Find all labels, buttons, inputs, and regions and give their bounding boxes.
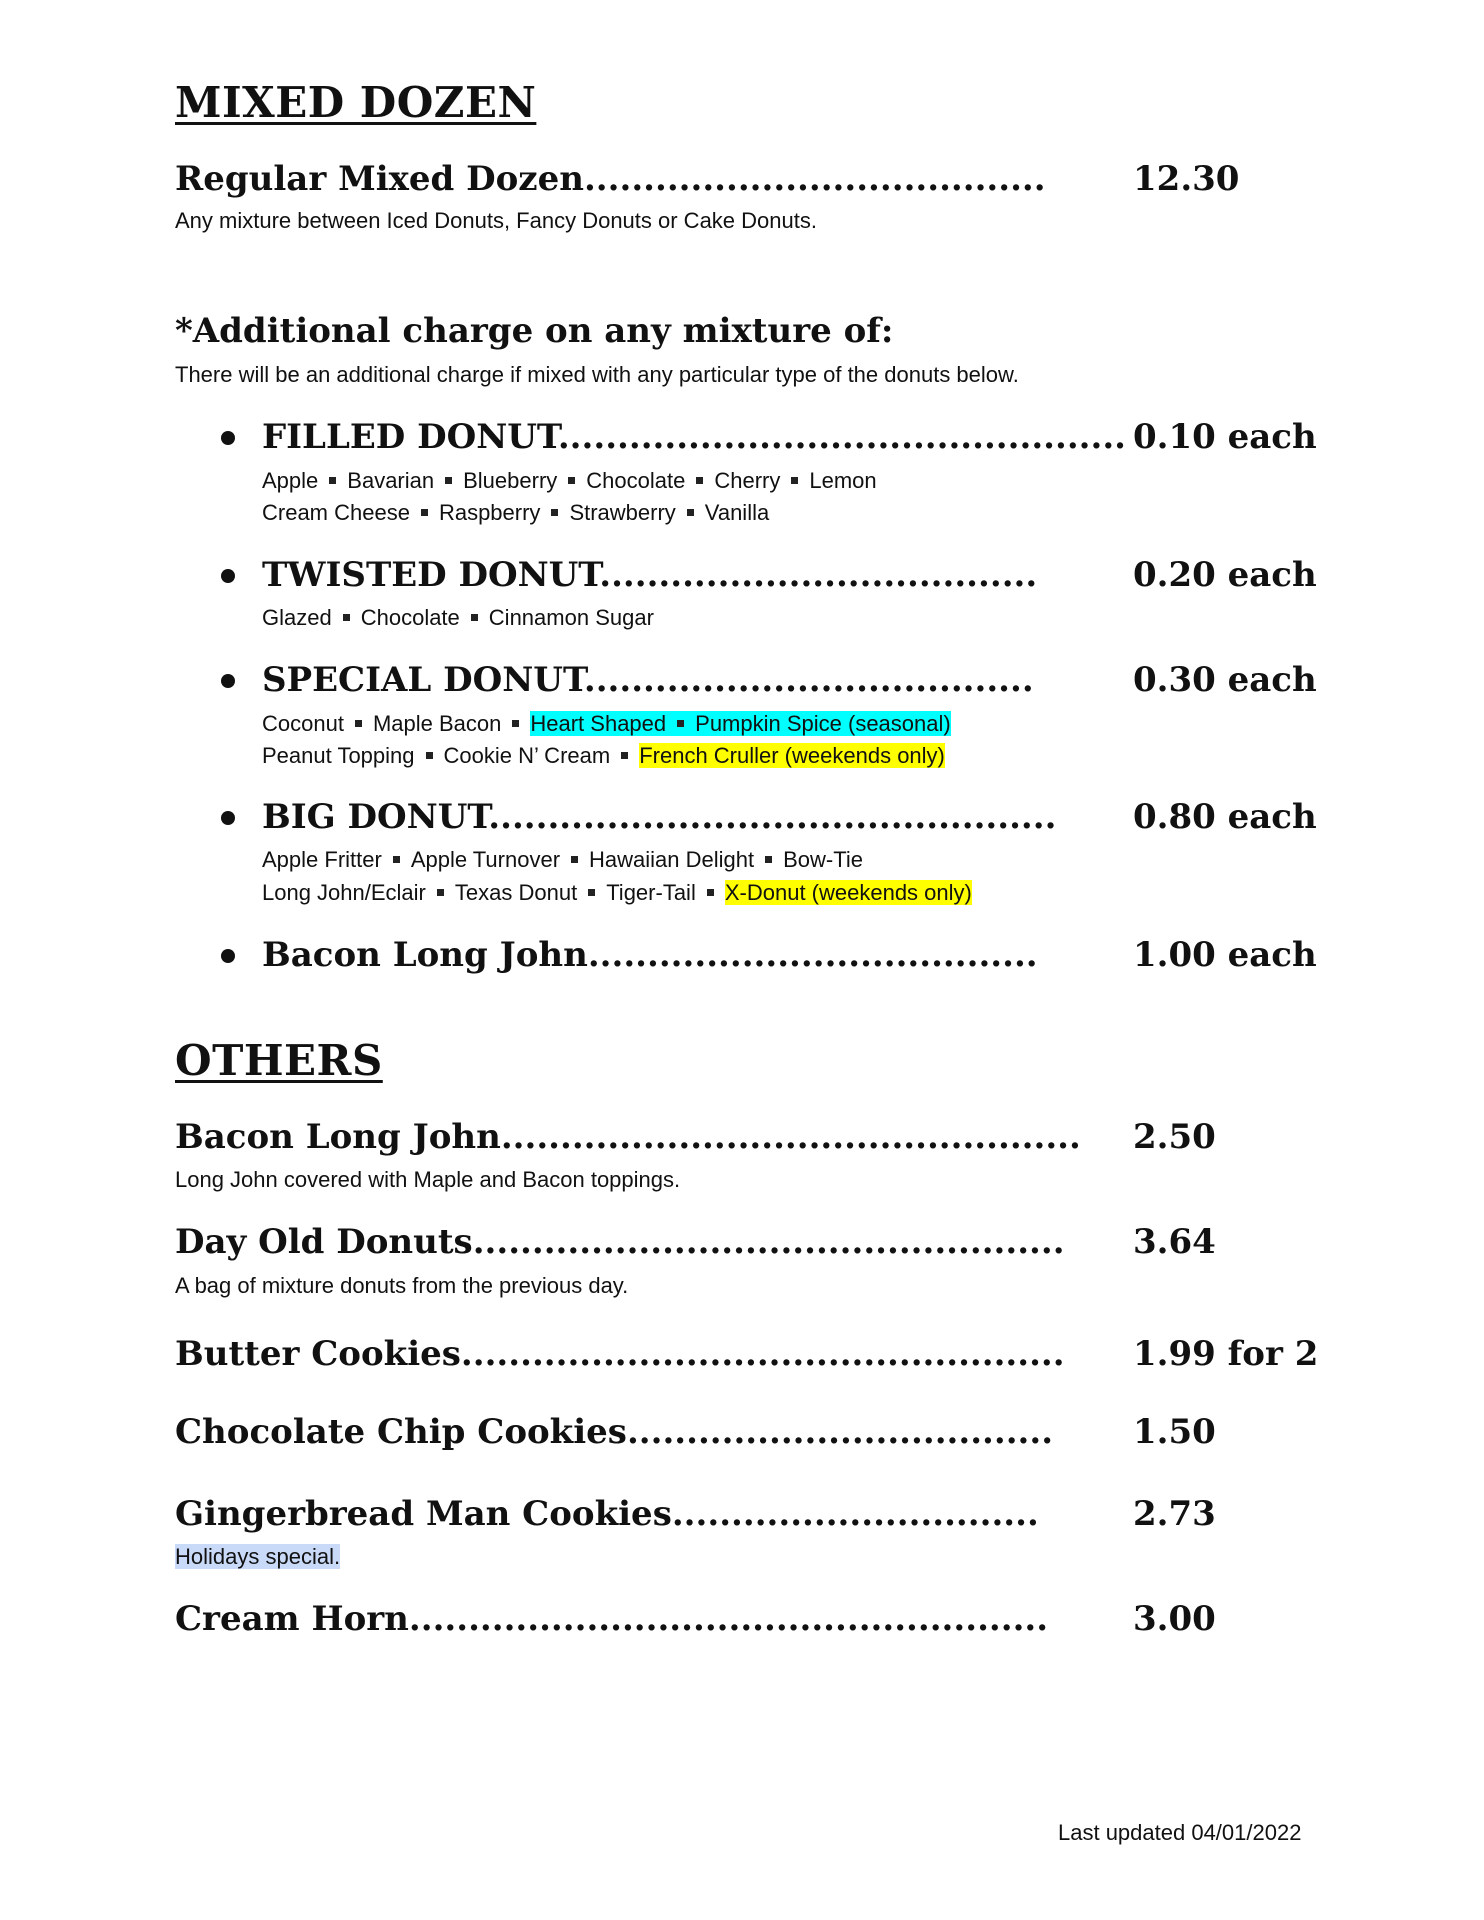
big-donut-flavors-line-1: Apple Fritter Apple Turnover Hawaiian Delight Bow-Tie (262, 847, 863, 872)
item-price: 0.10 each (1133, 417, 1317, 457)
day-old-donuts-description: A bag of mixture donuts from the previous day. (175, 1273, 629, 1298)
gingerbread-man-cookies-row (175, 1491, 1325, 1537)
separator-icon (343, 614, 350, 621)
separator-icon (568, 477, 575, 484)
weekend-highlight: French Cruller (weekends only) (639, 743, 945, 768)
item-price: 1.00 each (1133, 935, 1317, 975)
bullet-icon (221, 811, 235, 825)
filled-donut-flavors-line-1: Apple Bavarian Blueberry Chocolate Cherry Lemon (262, 468, 877, 493)
cream-horn-row (175, 1596, 1325, 1642)
regular-mixed-dozen-description: Any mixture between Iced Donuts, Fancy Donuts or Cake Donuts. (175, 208, 817, 233)
item-label: Cream Horn...................................................... (175, 1599, 1049, 1639)
mixed-dozen-title: MIXED DOZEN (175, 78, 537, 127)
item-price: 1.50 (1133, 1412, 1216, 1452)
separator-icon (687, 509, 694, 516)
gingerbread-man-cookies-description (175, 1542, 340, 1572)
separator-icon (393, 856, 400, 863)
additional-charge-description: There will be an additional charge if mixed with any particular type of the donuts below. (175, 362, 1019, 387)
item-price: 3.64 (1133, 1222, 1216, 1262)
item-label: TWISTED DONUT..................................... (262, 555, 1038, 595)
twisted-donut-flavors-line-1: Glazed Chocolate Cinnamon Sugar (262, 605, 654, 630)
item-price: 0.80 each (1133, 797, 1317, 837)
separator-icon (512, 720, 519, 727)
big-donut-flavors-line-2: Long John/Eclair Texas Donut Tiger-Tail X-Donut (weekends only) (262, 880, 972, 905)
regular-mixed-dozen-row (175, 156, 1325, 202)
separator-icon (471, 614, 478, 621)
item-label: Bacon Long John...................................... (262, 935, 1038, 975)
bacon-long-john-additional-row (262, 932, 1362, 978)
bullet-icon (221, 431, 235, 445)
day-old-donuts-row (175, 1219, 1325, 1265)
seasonal-highlight: Heart Shaped Pumpkin Spice (seasonal) (530, 711, 951, 736)
item-label: Bacon Long John................................................. (175, 1117, 1081, 1157)
special-donut-flavors-line-2: Peanut Topping Cookie N’ Cream French Cruller (weekends only) (262, 743, 945, 768)
twisted-donut-row (262, 552, 1362, 598)
separator-icon (791, 477, 798, 484)
item-price: 0.20 each (1133, 555, 1317, 595)
item-label: SPECIAL DONUT...................................... (262, 660, 1034, 700)
separator-icon (329, 477, 336, 484)
item-price: 1.99 for 2 (1133, 1334, 1319, 1374)
holiday-highlight: Holidays special. (175, 1544, 341, 1569)
item-price: 2.73 (1133, 1494, 1216, 1534)
butter-cookies-row (175, 1331, 1325, 1377)
item-label: Gingerbread Man Cookies............................... (175, 1494, 1039, 1534)
item-price: 3.00 (1133, 1599, 1216, 1639)
item-label: Chocolate Chip Cookies.................................... (175, 1412, 1054, 1452)
others-bacon-long-john-row (175, 1114, 1325, 1160)
item-label: FILLED DONUT................................................ (262, 417, 1127, 457)
separator-icon (677, 720, 684, 727)
chocolate-chip-cookies-row (175, 1409, 1325, 1455)
separator-icon (707, 889, 714, 896)
additional-charge-heading: *Additional charge on any mixture of: (175, 311, 894, 351)
separator-icon (696, 477, 703, 484)
filled-donut-flavors-line-2: Cream Cheese Raspberry Strawberry Vanilla (262, 500, 770, 525)
special-donut-row (262, 657, 1362, 703)
last-updated-text: Last updated 04/01/2022 (1058, 1820, 1302, 1845)
separator-icon (355, 720, 362, 727)
separator-icon (765, 856, 772, 863)
others-title: OTHERS (175, 1036, 383, 1085)
bullet-icon (221, 569, 235, 583)
item-price: 2.50 (1133, 1117, 1216, 1157)
separator-icon (621, 752, 628, 759)
separator-icon (426, 752, 433, 759)
special-donut-flavors-line-1: Coconut Maple Bacon Heart Shaped Pumpkin Spice (seasonal) (262, 711, 951, 736)
bullet-icon (221, 674, 235, 688)
item-price: 12.30 (1133, 159, 1240, 199)
item-label: BIG DONUT................................................ (262, 797, 1057, 837)
separator-icon (551, 509, 558, 516)
bullet-icon (221, 949, 235, 963)
item-label: Butter Cookies................................................... (175, 1334, 1065, 1374)
separator-icon (437, 889, 444, 896)
others-bacon-long-john-description: Long John covered with Maple and Bacon toppings. (175, 1167, 681, 1192)
separator-icon (445, 477, 452, 484)
filled-donut-row (262, 414, 1362, 460)
item-label: Regular Mixed Dozen....................................... (175, 159, 1046, 199)
item-price: 0.30 each (1133, 660, 1317, 700)
weekend-highlight: X-Donut (weekends only) (724, 880, 972, 905)
big-donut-row (262, 794, 1362, 840)
separator-icon (421, 509, 428, 516)
separator-icon (571, 856, 578, 863)
item-label: Day Old Donuts.................................................. (175, 1222, 1065, 1262)
separator-icon (588, 889, 595, 896)
